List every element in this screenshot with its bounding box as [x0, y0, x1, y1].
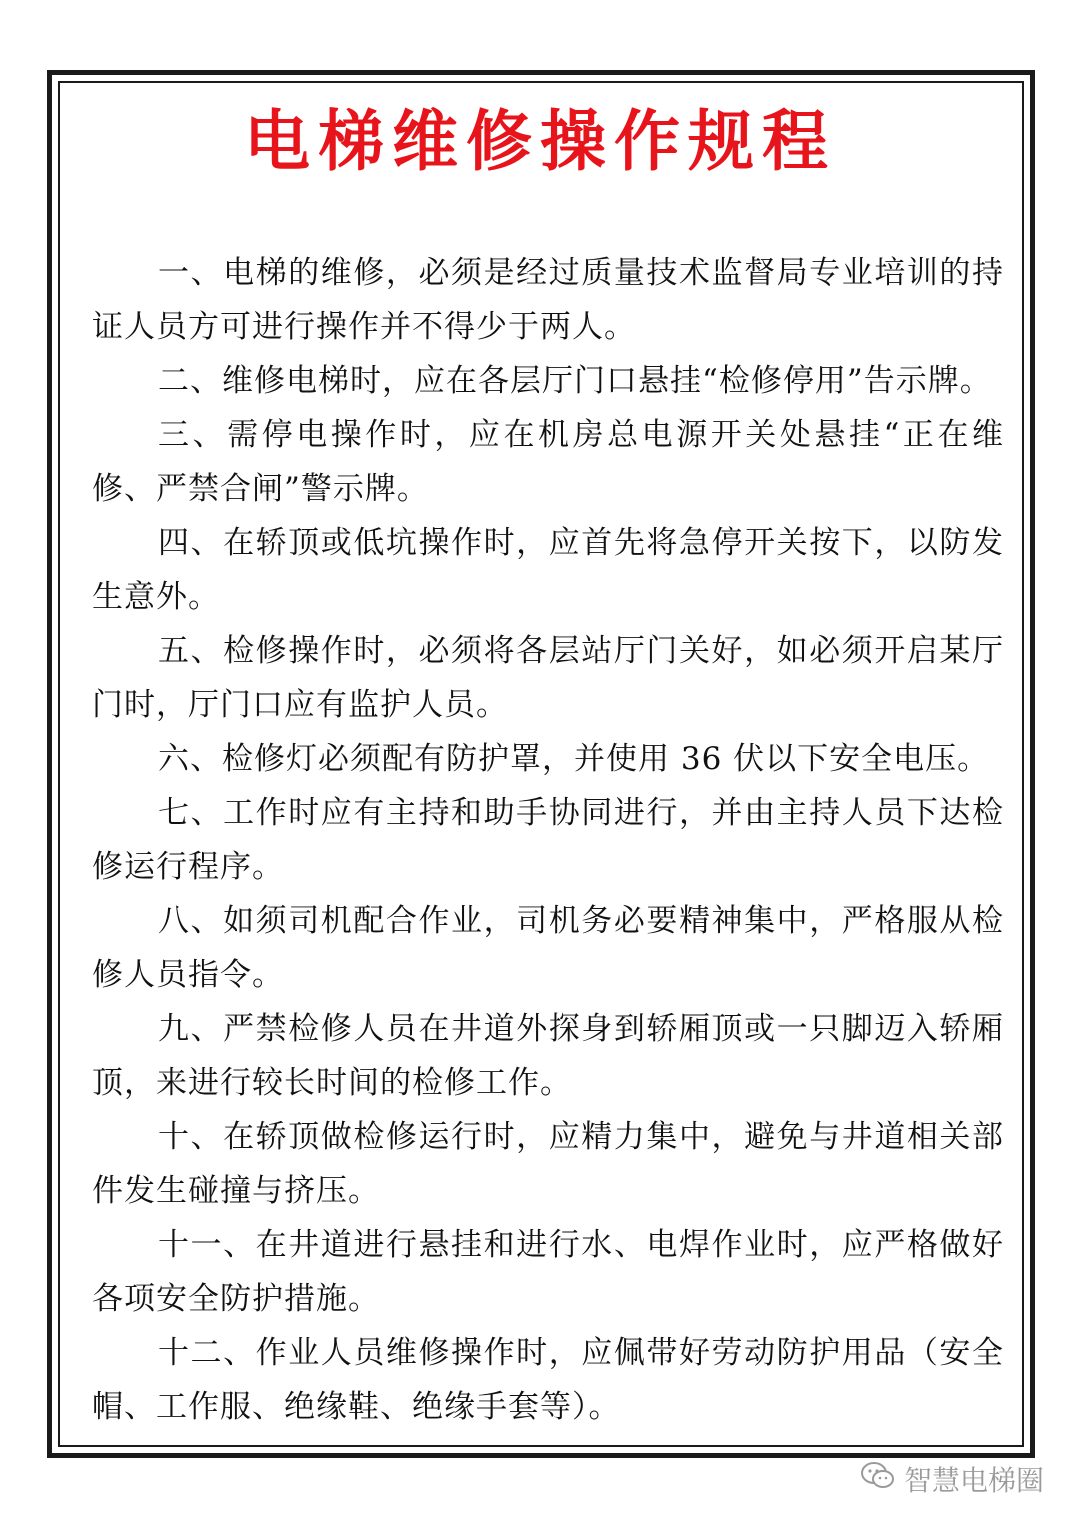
rule-item: 四、在轿顶或低坑操作时，应首先将急停开关按下，以防发生意外。: [92, 525, 1004, 615]
rule-item: 八、如须司机配合作业，司机务必要精神集中，严格服从检修人员指令。: [92, 903, 1004, 993]
wechat-icon: [860, 1461, 896, 1498]
rule-item: 十一、在井道进行悬挂和进行水、电焊作业时，应严格做好各项安全防护措施。: [92, 1227, 1004, 1317]
rule-item: 九、严禁检修人员在井道外探身到轿厢顶或一只脚迈入轿厢顶，来进行较长时间的检修工作。: [92, 1011, 1004, 1101]
rule-item: 六、检修灯必须配有防护罩，并使用 36 伏以下安全电压。: [158, 741, 990, 777]
rule-item: 三、需停电操作时，应在机房总电源开关处悬挂“正在维修、严禁合闸”警示牌。: [92, 417, 1004, 507]
watermark-text: 智慧电梯圈: [903, 1464, 1044, 1497]
rule-item: 一、电梯的维修，必须是经过质量技术监督局专业培训的持证人员方可进行操作并不得少于两人。: [92, 255, 1004, 345]
rule-item: 十、在轿顶做检修运行时，应精力集中，避免与井道相关部件发生碰撞与挤压。: [92, 1119, 1004, 1209]
page-title: 电梯维修操作规程: [244, 103, 836, 180]
rule-item: 二、维修电梯时，应在各层厅门口悬挂“检修停用”告示牌。: [158, 363, 992, 399]
rule-item: 十二、作业人员维修操作时，应佩带好劳动防护用品（安全帽、工作服、绝缘鞋、绝缘手套等）。: [92, 1335, 1004, 1425]
rule-item: 七、工作时应有主持和助手协同进行，并由主持人员下达检修运行程序。: [92, 795, 1004, 885]
rules-list: [92, 246, 1004, 1434]
rule-item: 五、检修操作时，必须将各层站厅门关好，如必须开启某厅门时，厅门口应有监护人员。: [92, 633, 1004, 723]
watermark: [860, 1459, 1044, 1499]
